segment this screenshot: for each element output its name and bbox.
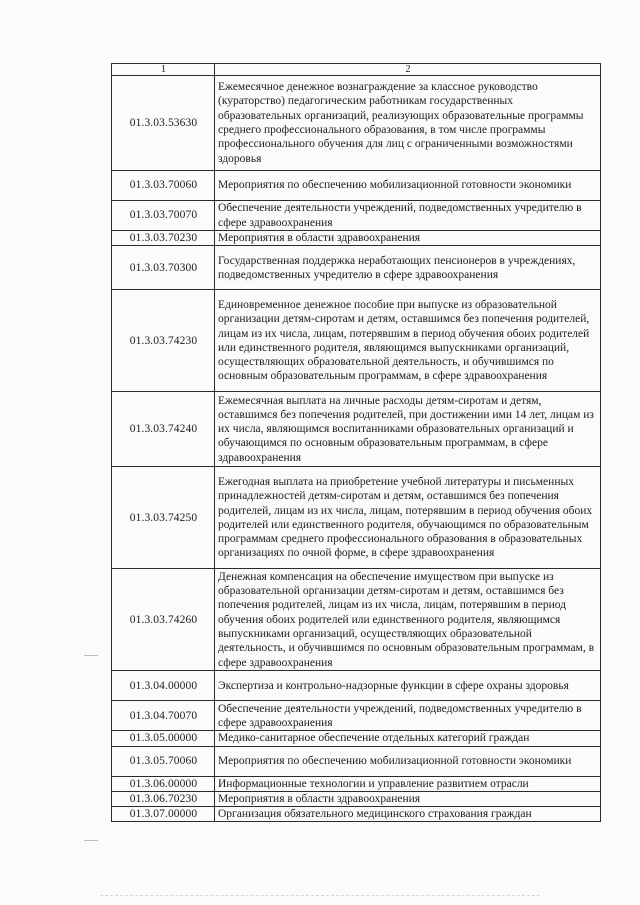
- margin-mark: [84, 655, 98, 656]
- row-description: Экспертиза и контрольно-надзорные функции в сфере охраны здоровья: [215, 671, 601, 701]
- table-row: [112, 776, 601, 791]
- table-row: [112, 807, 601, 822]
- row-description: Мероприятия по обеспечению мобилизационной готовности экономики: [215, 746, 601, 776]
- table-row: [112, 201, 601, 231]
- table-row: [112, 671, 601, 701]
- table-row: [112, 76, 601, 171]
- row-code: 01.3.03.70230: [112, 231, 215, 246]
- row-code: 01.3.05.00000: [112, 731, 215, 746]
- row-code: 01.3.04.70070: [112, 701, 215, 731]
- table-row: [112, 731, 601, 746]
- row-code: 01.3.03.74250: [112, 467, 215, 569]
- margin-mark: [84, 840, 98, 841]
- row-description: Обеспечение деятельности учреждений, подведомственных учредителю в сфере здравоохранения: [215, 701, 601, 731]
- row-description: Единовременное денежное пособие при выпуске из образовательной организации детям-сиротам и детям, оставшимся без попечения родителей, лицам из их числа, лицам, потерявшим в период обучения обоих родителей или единственного родителя, являющимся выпускниками организаций, осуществляющих образовательной деятельность, и обучившимся по основным образовательным программам, в сфере здравоохранения: [215, 290, 601, 392]
- table-row: [112, 701, 601, 731]
- row-description: Медико-санитарное обеспечение отдельных категорий граждан: [215, 731, 601, 746]
- row-description: Мероприятия по обеспечению мобилизационной готовности экономики: [215, 171, 601, 201]
- row-description: Ежегодная выплата на приобретение учебной литературы и письменных принадлежностей детям-сиротам и детям, оставшимся без попечения родителей, лицам из их числа, лицам, потерявшим в период обучения обоих родителей или единственного родителя, обучающимся по образовательным программам среднего профессионального образования в образовательных организациях по очной форме, в сфере здравоохранения: [215, 467, 601, 569]
- table-row: [112, 246, 601, 290]
- row-code: 01.3.04.00000: [112, 671, 215, 701]
- row-code: 01.3.03.74240: [112, 392, 215, 467]
- row-code: 01.3.03.74260: [112, 569, 215, 671]
- table-row: [112, 171, 601, 201]
- row-description: Ежемесячное денежное вознаграждение за классное руководство (кураторство) педагогическим работникам государственных образовательных организаций, реализующих образовательные программы среднего профессионального образования, в том числе программы профессионального обучения для лиц с ограниченными возможностями здоровья: [215, 76, 601, 171]
- row-description: Государственная поддержка неработающих пенсионеров в учреждениях, подведомственных учредителю в сфере здравоохранения: [215, 246, 601, 290]
- table-row: [112, 392, 601, 467]
- row-description: Обеспечение деятельности учреждений, подведомственных учредителю в сфере здравоохранения: [215, 201, 601, 231]
- row-description: Денежная компенсация на обеспечение имуществом при выпуске из образовательной организации детям-сиротам и детям, оставшимся без попечения родителей, лицам из их числа, лицам, потерявшим в период обучения обоих родителей или единственного родителя, являющимся выпускниками организаций, осуществляющих образовательной деятельность, и обучившимся по основным образовательным программам, в сфере здравоохранения: [215, 569, 601, 671]
- row-description: Мероприятия в области здравоохранения: [215, 231, 601, 246]
- row-description: Ежемесячная выплата на личные расходы детям-сиротам и детям, оставшимся без попечения родителей, при достижении ими 14 лет, лицам из их числа, являющимся воспитанниками образовательных организаций и обучающимся по основным образовательным программам, в сфере здравоохранения: [215, 392, 601, 467]
- row-code: 01.3.06.00000: [112, 776, 215, 791]
- budget-codes-table: [111, 63, 601, 822]
- table-row: [112, 231, 601, 246]
- row-code: 01.3.03.70070: [112, 201, 215, 231]
- row-code: 01.3.06.70230: [112, 791, 215, 806]
- row-description: Мероприятия в области здравоохранения: [215, 791, 601, 806]
- row-code: 01.3.03.70060: [112, 171, 215, 201]
- row-code: 01.3.03.74230: [112, 290, 215, 392]
- table-row: [112, 290, 601, 392]
- table-row: [112, 746, 601, 776]
- table-row: [112, 569, 601, 671]
- row-code: 01.3.03.70300: [112, 246, 215, 290]
- row-description: Организация обязательного медицинского страхования граждан: [215, 807, 601, 822]
- scan-noise-footer: [100, 895, 540, 898]
- row-code: 01.3.07.00000: [112, 807, 215, 822]
- table-row: [112, 791, 601, 806]
- table-row: [112, 467, 601, 569]
- row-code: 01.3.05.70060: [112, 746, 215, 776]
- row-description: Информационные технологии и управление развитием отрасли: [215, 776, 601, 791]
- column-header-description: 2: [215, 64, 601, 76]
- column-header-code: 1: [112, 64, 215, 76]
- row-code: 01.3.03.53630: [112, 76, 215, 171]
- table-header-row: [112, 64, 601, 76]
